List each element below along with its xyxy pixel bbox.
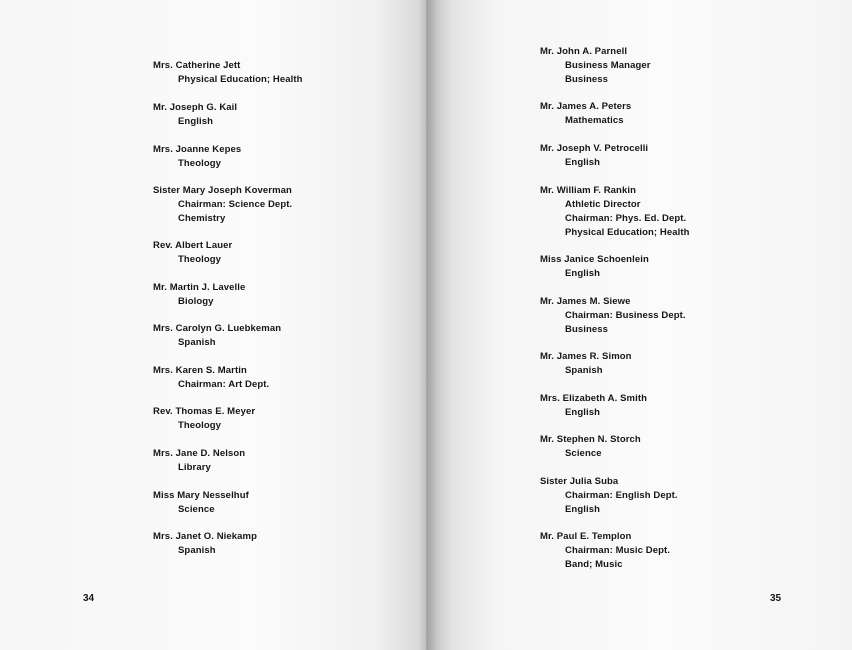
- faculty-role: Science: [178, 504, 215, 515]
- faculty-name: Mr. Stephen N. Storch: [540, 434, 641, 445]
- faculty-role: Chairman: English Dept.: [565, 490, 678, 501]
- faculty-entry: [153, 184, 292, 226]
- faculty-name: Rev. Thomas E. Meyer: [153, 406, 256, 417]
- faculty-entry: [153, 489, 249, 517]
- book-gutter: [418, 0, 438, 650]
- faculty-role: Chemistry: [178, 213, 226, 224]
- faculty-entry: [153, 530, 257, 558]
- faculty-entry: [153, 101, 237, 129]
- faculty-name: Mr. James M. Siewe: [540, 296, 631, 307]
- faculty-role: Chairman: Art Dept.: [178, 379, 270, 390]
- faculty-entry: [153, 322, 281, 350]
- left-page-number: 34: [83, 593, 95, 604]
- faculty-role: Physical Education; Health: [565, 227, 690, 238]
- faculty-role: Chairman: Phys. Ed. Dept.: [565, 213, 687, 224]
- faculty-role: English: [565, 268, 601, 279]
- faculty-name: Mr. Martin J. Lavelle: [153, 282, 246, 293]
- faculty-entry: [540, 392, 647, 420]
- right-faculty-list: [426, 0, 852, 650]
- faculty-role: English: [565, 157, 601, 168]
- faculty-role: Theology: [178, 254, 222, 265]
- faculty-entry: [153, 239, 232, 267]
- faculty-role: Science: [565, 448, 602, 459]
- faculty-name: Mr. John A. Parnell: [540, 46, 628, 57]
- faculty-role: English: [565, 504, 601, 515]
- faculty-role: Spanish: [565, 365, 603, 376]
- faculty-entry: [153, 59, 303, 87]
- faculty-name: Mr. James A. Peters: [540, 101, 632, 112]
- faculty-name: Mr. Paul E. Templon: [540, 531, 632, 542]
- faculty-role: Chairman: Science Dept.: [178, 199, 293, 210]
- faculty-name: Sister Julia Suba: [540, 476, 619, 487]
- faculty-entry: [153, 364, 269, 392]
- faculty-entry: [153, 405, 255, 433]
- right-page-number: 35: [770, 593, 782, 604]
- faculty-entry: [540, 475, 678, 517]
- faculty-entry: [153, 143, 241, 171]
- faculty-role: English: [178, 116, 214, 127]
- faculty-name: Mrs. Karen S. Martin: [153, 365, 247, 376]
- faculty-role: Business: [565, 324, 609, 335]
- faculty-name: Mrs. Elizabeth A. Smith: [540, 393, 647, 404]
- faculty-name: Mr. William F. Rankin: [540, 185, 636, 196]
- faculty-entry: [153, 281, 245, 309]
- faculty-name: Mrs. Joanne Kepes: [153, 144, 242, 155]
- faculty-entry: [540, 433, 641, 461]
- faculty-name: Mrs. Catherine Jett: [153, 60, 241, 71]
- faculty-name: Mr. Joseph V. Petrocelli: [540, 143, 649, 154]
- faculty-role: Physical Education; Health: [178, 74, 303, 85]
- right-page: [426, 0, 852, 650]
- faculty-entry: [153, 447, 245, 475]
- faculty-role: Library: [178, 462, 211, 473]
- faculty-role: Theology: [178, 420, 222, 431]
- faculty-role: Mathematics: [565, 115, 624, 126]
- faculty-role: Spanish: [178, 545, 216, 556]
- faculty-entry: [540, 295, 686, 337]
- faculty-entry: [540, 142, 648, 170]
- faculty-name: Mrs. Carolyn G. Luebkeman: [153, 323, 282, 334]
- faculty-role: Spanish: [178, 337, 216, 348]
- faculty-entry: [540, 350, 632, 378]
- faculty-entry: [540, 253, 649, 281]
- faculty-role: Athletic Director: [565, 199, 641, 210]
- faculty-entry: [540, 45, 651, 87]
- faculty-name: Mr. James R. Simon: [540, 351, 632, 362]
- faculty-name: Mrs. Jane D. Nelson: [153, 448, 246, 459]
- faculty-role: Biology: [178, 296, 214, 307]
- faculty-name: Rev. Albert Lauer: [153, 240, 233, 251]
- faculty-role: Band; Music: [565, 559, 623, 570]
- faculty-role: Chairman: Music Dept.: [565, 545, 671, 556]
- faculty-role: Theology: [178, 158, 222, 169]
- faculty-role: Business: [565, 74, 609, 85]
- faculty-name: Mrs. Janet O. Niekamp: [153, 531, 257, 542]
- faculty-name: Sister Mary Joseph Koverman: [153, 185, 292, 196]
- faculty-name: Miss Mary Nesselhuf: [153, 490, 249, 501]
- faculty-entry: [540, 184, 690, 240]
- faculty-entry: [540, 100, 631, 128]
- faculty-role: English: [565, 407, 601, 418]
- faculty-entry: [540, 530, 670, 572]
- faculty-name: Mr. Joseph G. Kail: [153, 102, 238, 113]
- faculty-role: Business Manager: [565, 60, 651, 71]
- faculty-role: Chairman: Business Dept.: [565, 310, 686, 321]
- faculty-name: Miss Janice Schoenlein: [540, 254, 649, 265]
